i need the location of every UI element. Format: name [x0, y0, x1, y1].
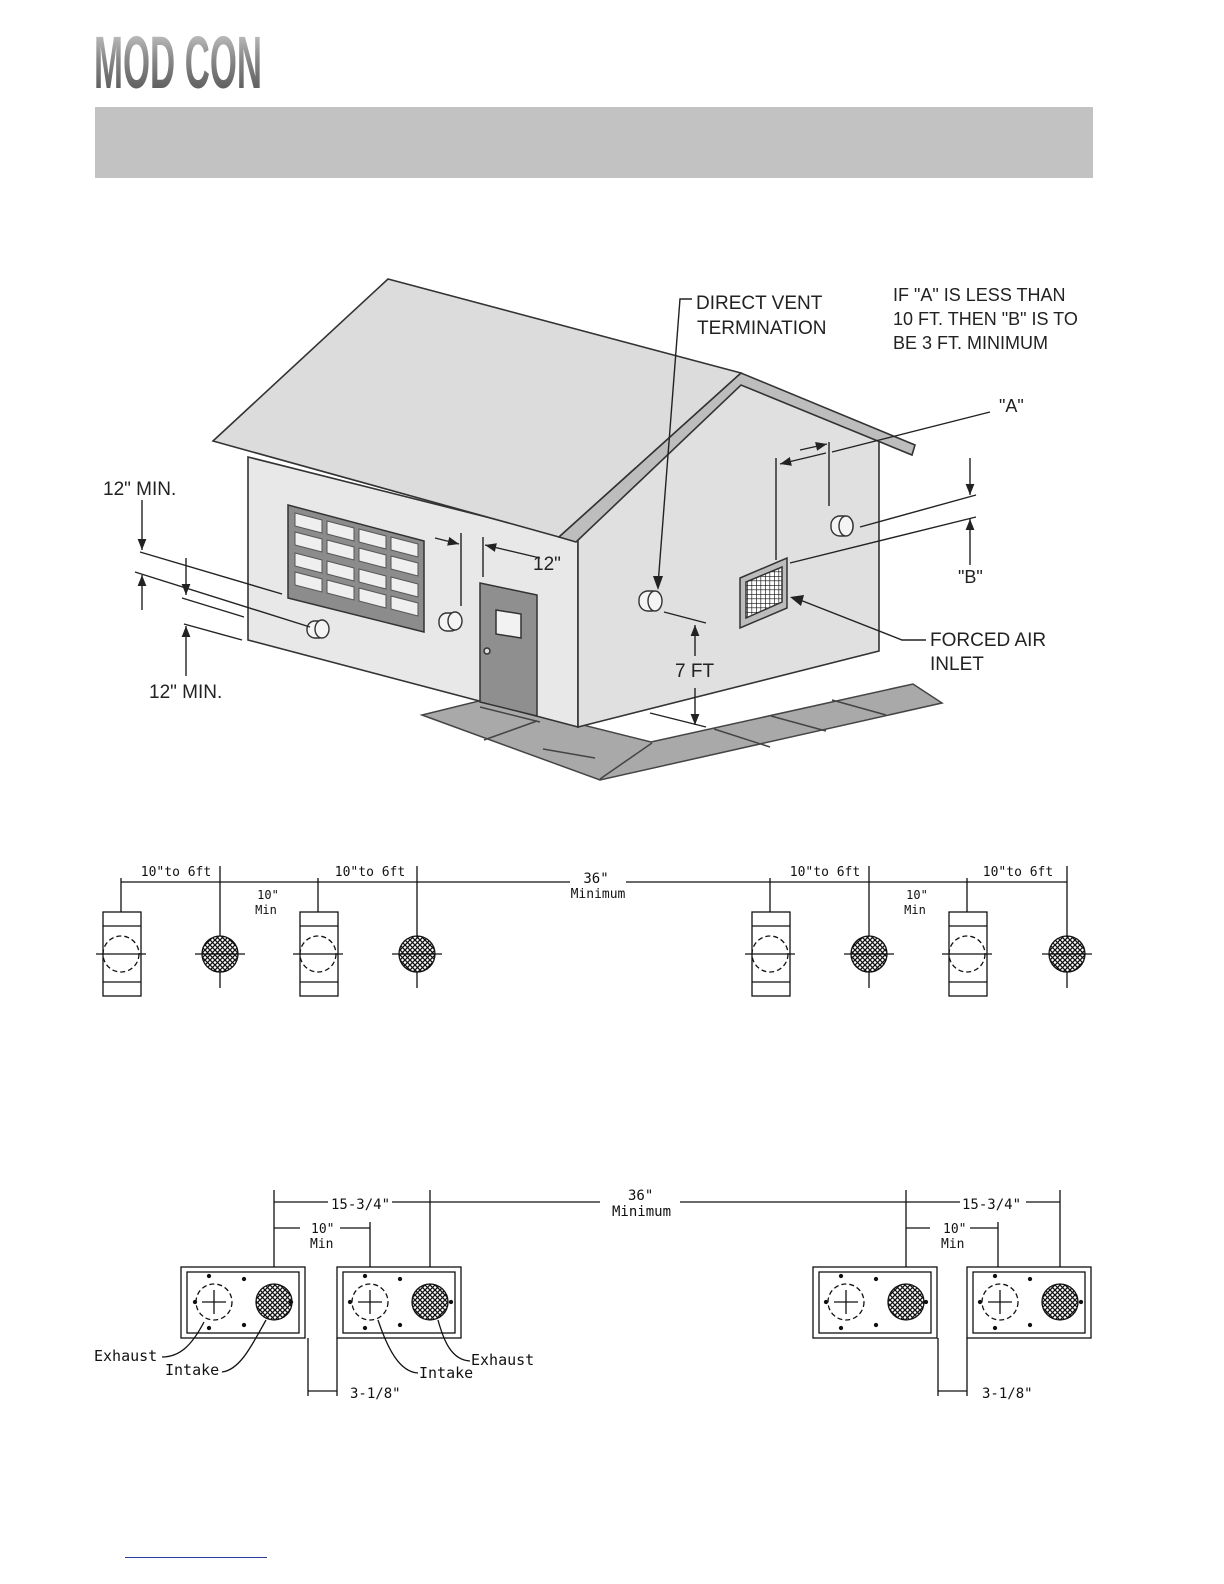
forced-air-label-2: INLET	[930, 654, 984, 675]
span-1575-label-a: 15-3/4"	[331, 1197, 391, 1213]
screen-intake-2	[392, 936, 442, 972]
exhaust-label-left: Exhaust	[94, 1347, 158, 1365]
bottom-min36-a: 36"	[628, 1188, 654, 1204]
screen-intake-3	[844, 936, 894, 972]
vent-plate-3	[813, 1267, 937, 1338]
logo-text: MOD CON	[94, 21, 262, 104]
gap-label-b: 3-1/8"	[982, 1386, 1033, 1402]
min10-label-a: 10"	[257, 888, 279, 902]
span-label-3: 10"to 6ft	[789, 865, 861, 880]
bottom-min10-c: 10"	[943, 1222, 967, 1237]
height-7ft-label: 7 FT	[675, 661, 715, 682]
direct-vent-label-1: DIRECT VENT	[696, 293, 823, 314]
dimension-a-label: "A"	[999, 396, 1024, 416]
span-label-2: 10"to 6ft	[334, 865, 406, 880]
min-bottom-label: 12" MIN.	[149, 682, 223, 703]
span-1575-label-b: 15-3/4"	[962, 1197, 1022, 1213]
vent-plate-2	[337, 1267, 461, 1338]
dimension-b-label: "B"	[958, 567, 983, 587]
screen-intake-4	[1042, 936, 1092, 972]
vent-spacing-bottom	[162, 1190, 1091, 1396]
min-top-label: 12" MIN.	[103, 479, 177, 500]
screen-intake-1	[195, 936, 245, 972]
vent-plate-1	[181, 1267, 305, 1338]
door-offset-label: 12"	[533, 554, 561, 575]
a-less-note-2: 10 FT. THEN "B" IS TO	[893, 309, 1078, 329]
tee-pipe-4	[942, 912, 992, 996]
bottom-min10-d: Min	[941, 1237, 965, 1252]
footer-link-underline	[125, 1557, 267, 1558]
vent-pipe-3	[639, 591, 662, 611]
tee-pipe-2	[293, 912, 343, 996]
vent-plate-4	[967, 1267, 1091, 1338]
min10-label-c: 10"	[906, 888, 928, 902]
min36-label-a: 36"	[583, 871, 609, 887]
vent-pipe-2	[439, 612, 462, 631]
min10-label-b: Min	[255, 903, 277, 917]
forced-air-label-1: FORCED AIR	[930, 630, 1047, 651]
min36-label-b: Minimum	[570, 887, 626, 902]
tee-pipe-1	[96, 912, 146, 996]
a-less-note-3: BE 3 FT. MINIMUM	[893, 333, 1049, 353]
exhaust-label-right: Exhaust	[471, 1351, 535, 1369]
min10-label-d: Min	[904, 903, 926, 917]
bottom-min10-a: 10"	[311, 1222, 335, 1237]
vent-pipe-4	[831, 516, 853, 536]
span-label-4: 10"to 6ft	[982, 865, 1054, 880]
tee-pipe-3	[745, 912, 795, 996]
bottom-min10-b: Min	[310, 1237, 334, 1252]
intake-label-right: Intake	[419, 1364, 474, 1382]
a-less-note-1: IF "A" IS LESS THAN	[893, 285, 1066, 305]
door	[480, 583, 537, 716]
direct-vent-label-2: TERMINATION	[697, 318, 827, 339]
gap-label-a: 3-1/8"	[350, 1386, 401, 1402]
vent-pipe-1	[307, 620, 329, 638]
bottom-min36-b: Minimum	[612, 1204, 672, 1220]
intake-label-left: Intake	[165, 1361, 220, 1379]
span-label-1: 10"to 6ft	[140, 865, 212, 880]
